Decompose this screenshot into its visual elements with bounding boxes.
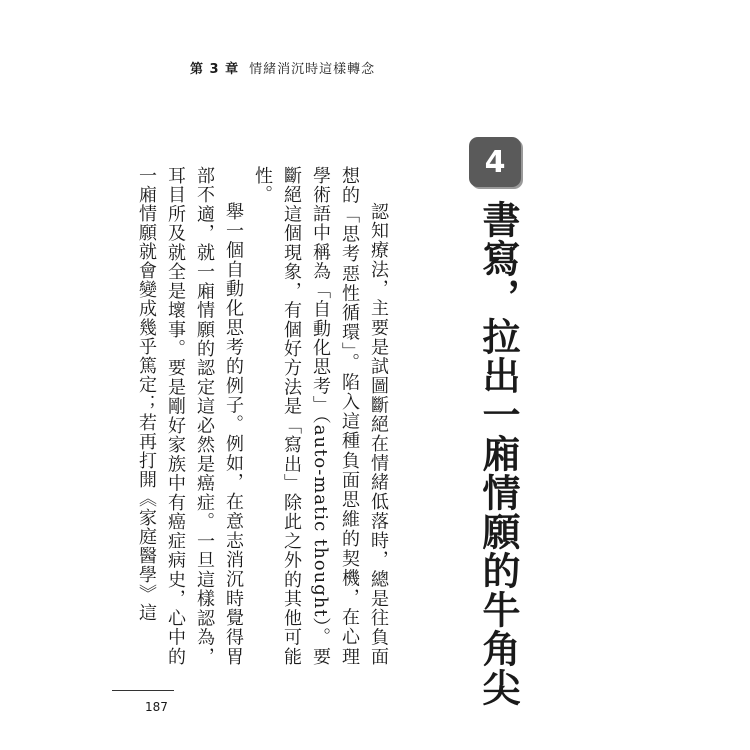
- footer-rule: [112, 690, 174, 691]
- chapter-title: 情緒消沉時這樣轉念: [249, 62, 376, 77]
- running-head: [190, 58, 375, 77]
- section-number-badge: 4: [469, 137, 521, 187]
- paragraph-2: 舉一個自動化思考的例子。例如，在意志消沉時覺得胃部不適，就一廂情願的認定這必然是癌症。一旦這樣認為，耳目所及就全是壞事。要是剛好家族中有癌症病史，心中的一廂情願就會變成幾乎篤定；若再打開《家庭醫學》這: [136, 166, 244, 666]
- paragraph-1: 認知療法，主要是試圖斷絕在情緒低落時，總是往負面想的「思考惡性循環」。陷入這種負面思維的契機，在心理學術語中稱為「自動化思考」（auto-matic thought）。要斷絕這個現象，有個好方法是「寫出」除此之外的其他可能性。: [252, 166, 389, 666]
- body-text: [132, 166, 393, 666]
- page-number: 187: [145, 700, 168, 714]
- section-title: 書寫，拉出一廂情願的牛角尖: [476, 200, 520, 707]
- chapter-label: 第 3 章: [190, 62, 240, 77]
